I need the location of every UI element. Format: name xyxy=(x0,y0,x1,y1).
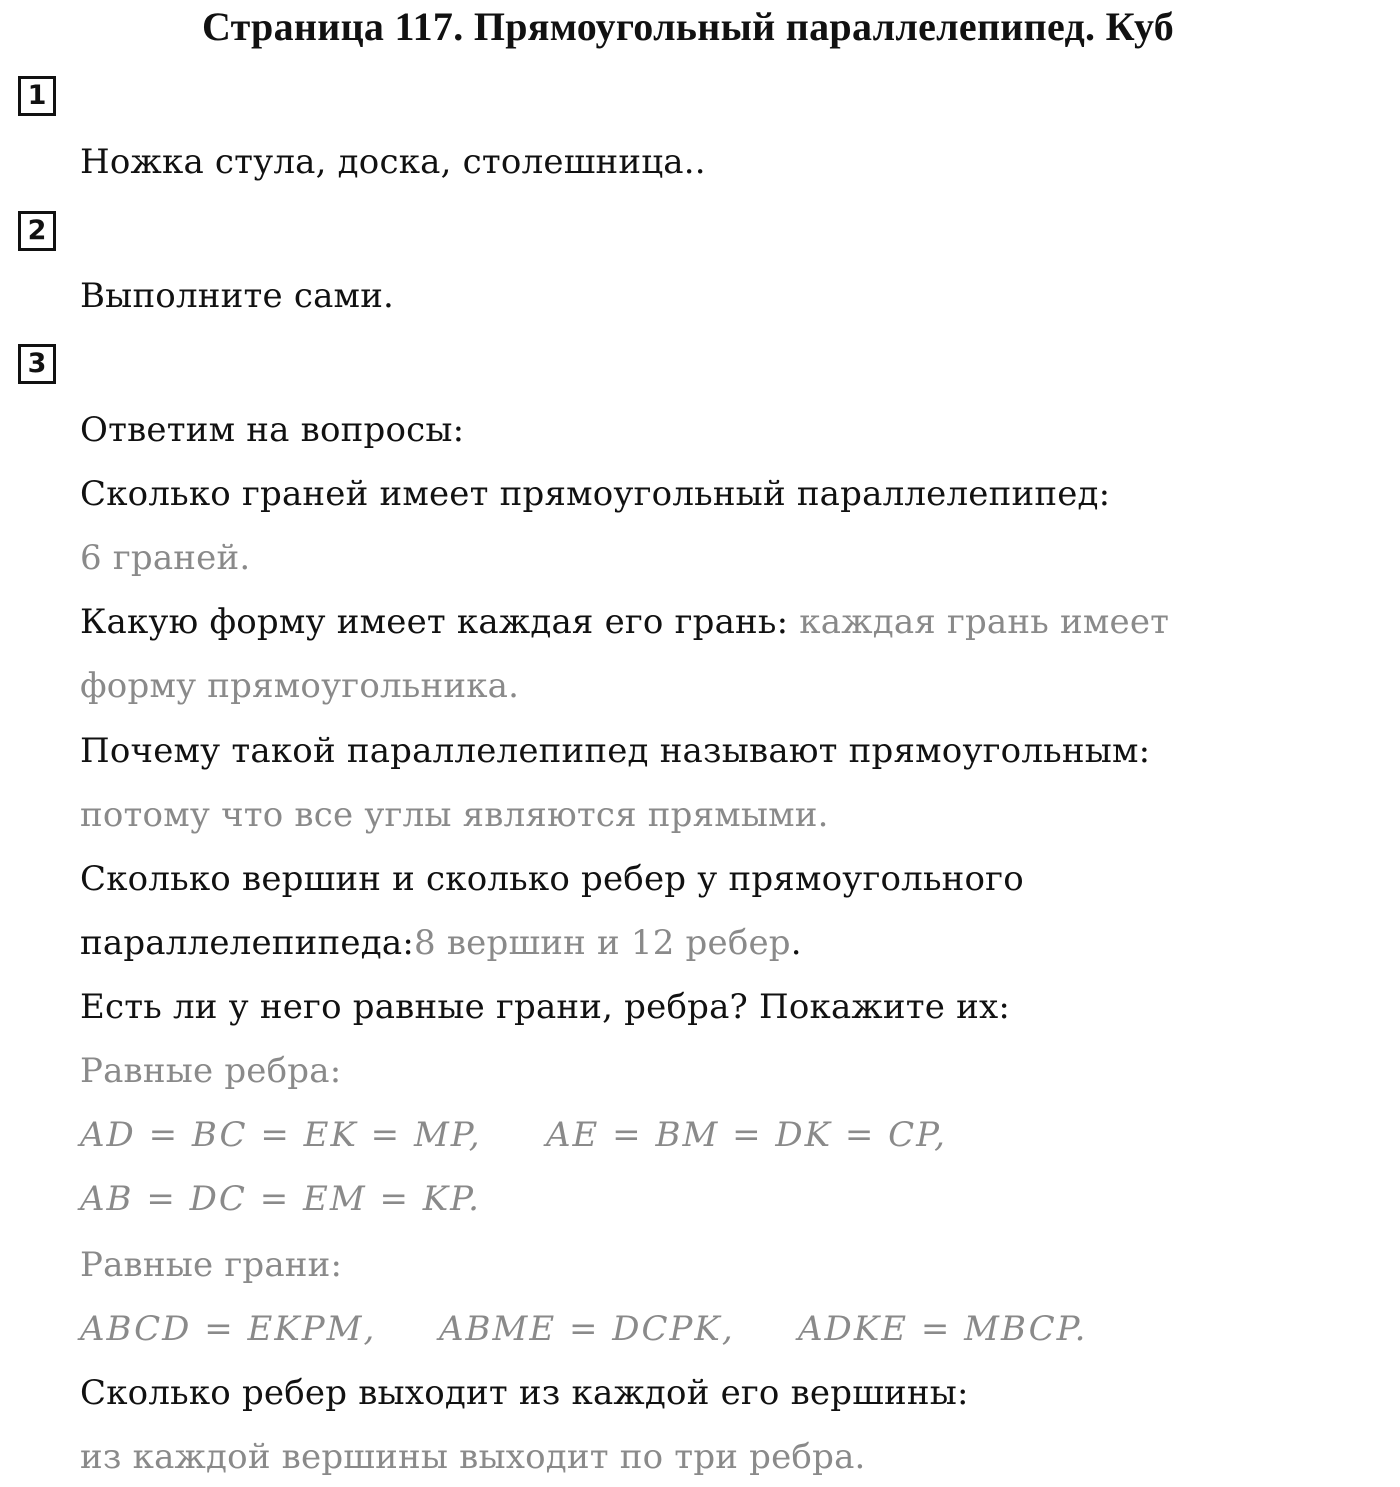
question-vertices-edges-line2 xyxy=(80,921,802,965)
question-why-rectangular: Почему такой параллелепипед называют прямоугольным: xyxy=(80,731,1151,771)
task-number-2: 2 xyxy=(18,211,56,251)
equal-edges-eq3: AB = DC = EM = KP. xyxy=(80,1179,481,1219)
question-face-shape: Какую форму имеет каждая его грань: xyxy=(80,602,789,642)
question-face-shape-line xyxy=(80,600,1169,644)
equal-faces-eq1: ABCD = EKPM, xyxy=(80,1309,377,1349)
page-title: Страница 117. Прямоугольный параллелепипед. Куб xyxy=(201,4,1175,49)
answer-vertices-edges: 8 вершин и 12 ребер xyxy=(413,923,791,963)
question-vertices-edges-word: параллелепипеда: xyxy=(80,923,414,963)
task-3-intro: Ответим на вопросы: xyxy=(80,410,465,450)
question-vertices-edges-line1: Сколько вершин и сколько ребер у прямоугольного xyxy=(80,859,1024,899)
task-2-answer: Выполните сами. xyxy=(80,276,395,316)
equal-edges-eq2: AE = BM = DK = CP, xyxy=(546,1115,947,1155)
equal-faces-eq2: ABME = DCPK, xyxy=(439,1309,735,1349)
answer-face-shape-part1: каждая грань имеет xyxy=(799,602,1170,642)
equal-edges-eq1: AD = BC = EK = MP, xyxy=(80,1115,482,1155)
answer-why-rectangular: потому что все углы являются прямыми. xyxy=(80,795,829,835)
task-number-3: 3 xyxy=(18,344,56,384)
answer-vertices-edges-period: . xyxy=(790,923,802,963)
question-equal-parts: Есть ли у него равные грани, ребра? Покажите их: xyxy=(80,987,1010,1027)
question-edges-per-vertex: Сколько ребер выходит из каждой его вершины: xyxy=(80,1373,969,1413)
equal-faces-eq3: ADKE = MBCP. xyxy=(798,1309,1088,1349)
answer-face-shape-part2: форму прямоугольника. xyxy=(80,666,520,706)
equal-edges-label: Равные ребра: xyxy=(80,1051,342,1091)
question-faces-count: Сколько граней имеет прямоугольный параллелепипед: xyxy=(80,474,1111,514)
answer-edges-per-vertex: из каждой вершины выходит по три ребра. xyxy=(80,1437,866,1477)
equal-faces-label: Равные грани: xyxy=(80,1245,343,1285)
task-1-answer: Ножка стула, доска, столешница.. xyxy=(80,142,706,182)
task-number-1: 1 xyxy=(18,76,56,116)
answer-faces-count: 6 граней. xyxy=(80,538,251,578)
